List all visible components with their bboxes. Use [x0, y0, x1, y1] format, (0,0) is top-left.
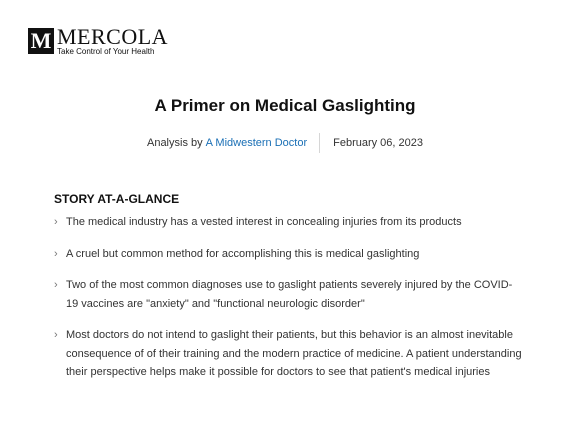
- author-link[interactable]: A Midwestern Doctor: [205, 137, 308, 149]
- glance-item: [54, 213, 524, 232]
- byline-divider: [319, 133, 320, 153]
- byline-prefix: Analysis by: [146, 137, 203, 149]
- logo-text: [57, 24, 169, 57]
- chevron-right-icon: ›: [54, 279, 58, 291]
- logo-tagline: Take Control of Your Health: [57, 47, 155, 56]
- logo-mark-letter: M: [30, 28, 52, 53]
- logo-name: MERCOLA: [57, 24, 169, 49]
- site-logo[interactable]: [28, 24, 169, 57]
- chevron-right-icon: ›: [54, 247, 58, 260]
- glance-item: [54, 276, 524, 313]
- logo-mark: [28, 28, 54, 54]
- article-byline: [0, 133, 570, 153]
- glance-item-text: Most doctors do not intend to gaslight their patients, but this behavior is an almost inevitable consequence of of their training and the modern practice of medicine. A patient understanding their perspective helps make it possible for doctors to see that patient's medical injuries: [66, 329, 522, 378]
- glance-list: [54, 213, 524, 395]
- glance-item-text: The medical industry has a vested interest in concealing injuries from its products: [66, 216, 462, 228]
- glance-item: [54, 326, 524, 382]
- chevron-right-icon: ›: [54, 216, 58, 228]
- chevron-right-icon: ›: [54, 329, 58, 341]
- article-title: A Primer on Medical Gaslighting: [154, 96, 416, 115]
- glance-heading: STORY AT-A-GLANCE: [54, 192, 180, 206]
- glance-item-text: Two of the most common diagnoses use to gaslight patients severely injured by the COVID-19 vaccines are "anxiety" and "functional neurologic disorder": [66, 279, 513, 310]
- article-date: February 06, 2023: [333, 137, 423, 149]
- glance-item-text: A cruel but common method for accomplishing this is medical gaslighting: [66, 247, 420, 260]
- glance-item: [54, 245, 524, 264]
